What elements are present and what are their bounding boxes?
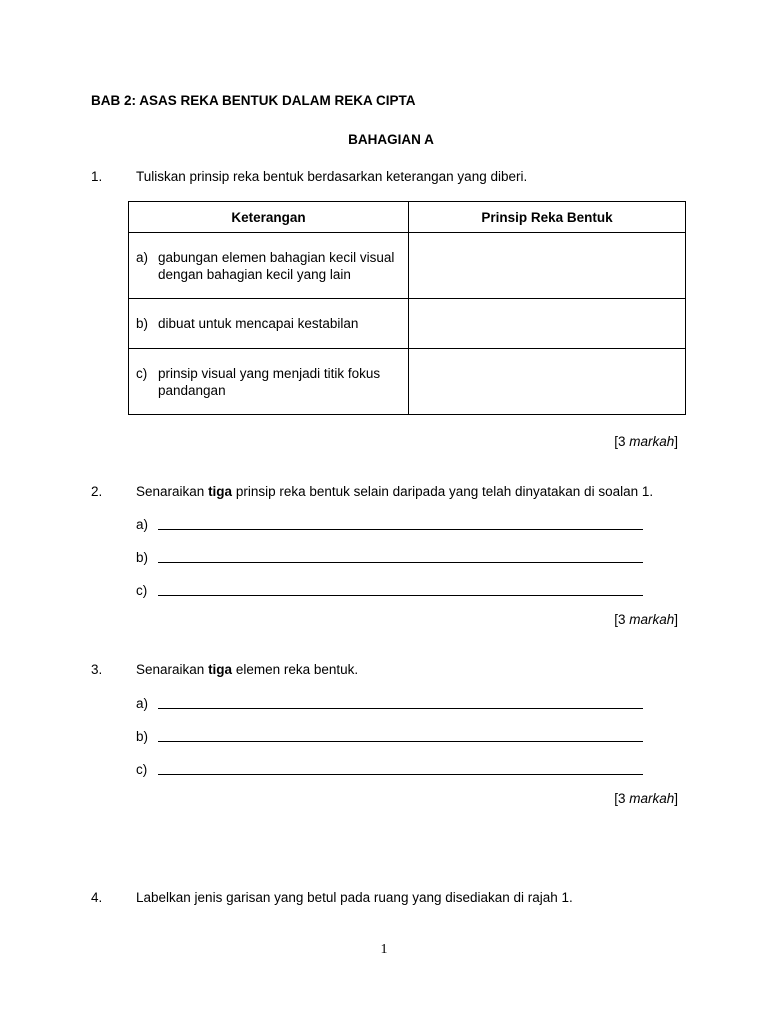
answer-line[interactable] — [136, 727, 643, 744]
answer-label: a) — [136, 696, 149, 711]
chapter-title: BAB 2: ASAS REKA BENTUK DALAM REKA CIPTA — [91, 93, 416, 108]
item-text: dibuat untuk mencapai kestabilan — [158, 316, 359, 331]
item-text: prinsip visual yang menjadi titik fokus pandangan — [158, 365, 381, 398]
table-row — [129, 349, 686, 415]
item-text: gabungan elemen bahagian kecil visual dengan bahagian kecil yang lain — [158, 249, 395, 282]
table-cell-description — [129, 299, 409, 349]
item-label: b) — [136, 316, 149, 331]
marks-label: [3 markah] — [614, 612, 678, 627]
question-number: 1. — [91, 169, 103, 184]
answer-line[interactable] — [136, 760, 643, 777]
answer-table — [128, 201, 686, 415]
table-cell-answer[interactable] — [409, 233, 686, 299]
table-header-prinsip: Prinsip Reka Bentuk — [409, 202, 686, 233]
question-text: Labelkan jenis garisan yang betul pada ruang yang disediakan di rajah 1. — [136, 890, 573, 905]
question-number: 4. — [91, 890, 103, 905]
answer-line[interactable] — [136, 581, 643, 598]
answer-label: b) — [136, 550, 149, 565]
answer-label: b) — [136, 729, 149, 744]
answer-label: c) — [136, 583, 148, 598]
section-title: BAHAGIAN A — [348, 132, 434, 147]
table-header-keterangan: Keterangan — [129, 202, 409, 233]
page-number: 1 — [380, 942, 388, 957]
item-label: c) — [136, 365, 148, 381]
table-cell-description — [129, 349, 409, 415]
item-label: a) — [136, 249, 149, 265]
table-row — [129, 299, 686, 349]
table-row — [129, 233, 686, 299]
table-cell-answer[interactable] — [409, 349, 686, 415]
question-number: 3. — [91, 662, 103, 677]
table-cell-answer[interactable] — [409, 299, 686, 349]
question-text: Senaraikan tiga elemen reka bentuk. — [136, 662, 359, 677]
answer-line[interactable] — [136, 515, 643, 532]
question-number: 2. — [91, 484, 103, 499]
marks-label: [3 markah] — [614, 791, 678, 806]
question-text: Tuliskan prinsip reka bentuk berdasarkan keterangan yang diberi. — [136, 169, 528, 184]
table-cell-description — [129, 233, 409, 299]
answer-label: a) — [136, 517, 149, 532]
question-text: Senaraikan tiga prinsip reka bentuk selain daripada yang telah dinyatakan di soalan 1. — [136, 484, 654, 499]
answer-line[interactable] — [136, 694, 643, 711]
marks-label: [3 markah] — [614, 434, 678, 449]
answer-label: c) — [136, 762, 148, 777]
answer-line[interactable] — [136, 548, 643, 565]
